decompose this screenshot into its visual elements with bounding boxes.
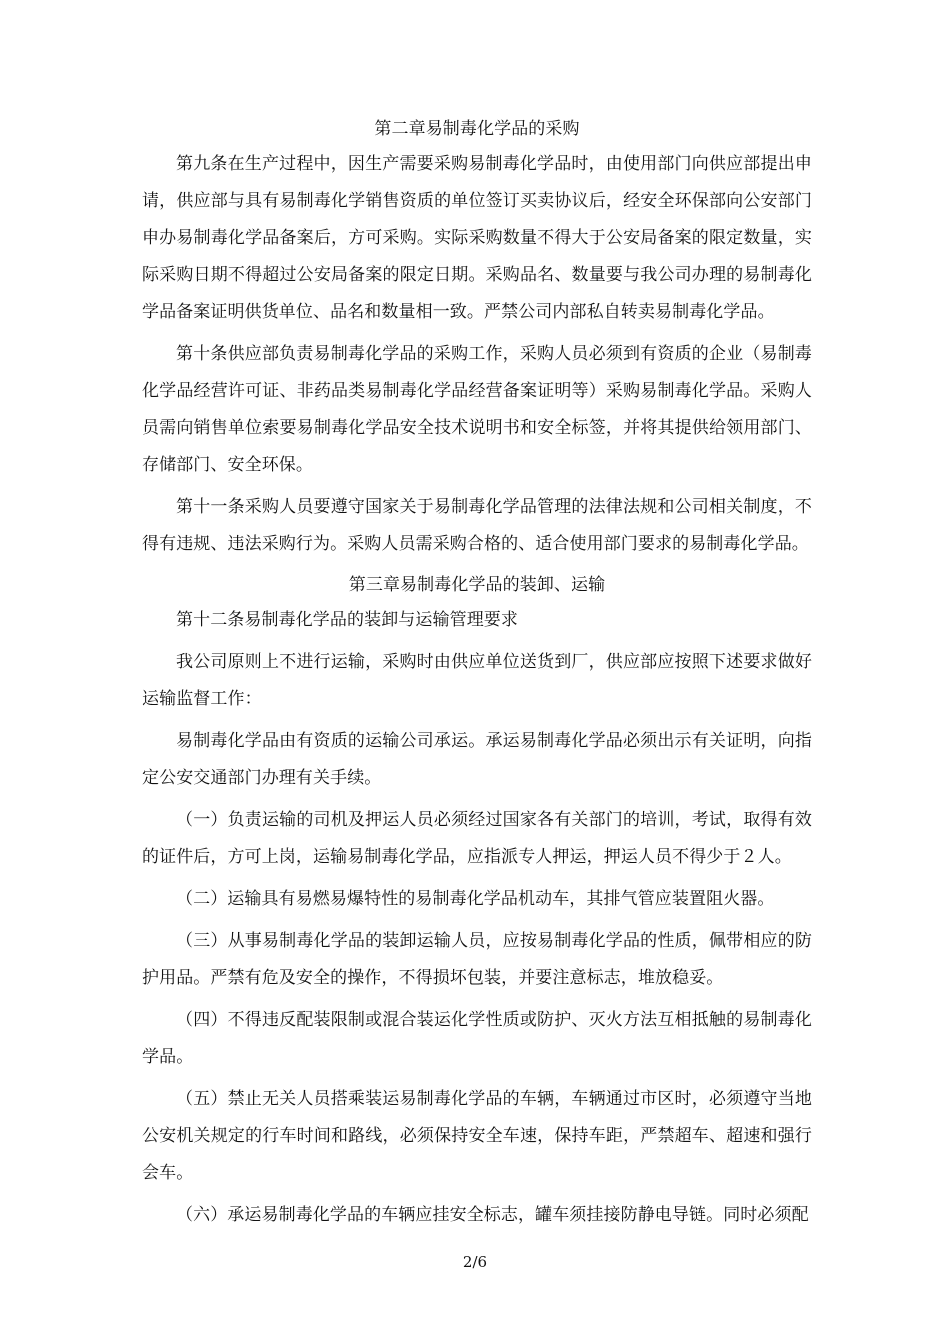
list-item-1: （一）负责运输的司机及押运人员必须经过国家各有关部门的培训，考试，取得有效的证件后，方可上岗，运输易制毒化学品，应指派专人押运，押运人员不得少于２人。 [142,810,812,867]
list-item-4: （四）不得违反配装限制或混合装运化学性质或防护、灭火方法互相抵触的易制毒化学品。 [142,1010,812,1067]
qualified-carrier-paragraph: 易制毒化学品由有资质的运输公司承运。承运易制毒化学品必须出示有关证明，向指定公安交通部门办理有关手续。 [142,731,812,788]
chapter-heading-2: 第二章易制毒化学品的采购 [374,119,580,139]
list-item-2: （二）运输具有易燃易爆特性的易制毒化学品机动车，其排气管应装置阻火器。 [176,889,775,909]
list-item-6: （六）承运易制毒化学品的车辆应挂安全标志，罐车须挂接防静电导链。同时必须配 [176,1205,809,1225]
article-11-paragraph: 第十一条采购人员要遵守国家关于易制毒化学品管理的法律法规和公司相关制度，不得有违规、违法采购行为。采购人员需采购合格的、适合使用部门要求的易制毒化学品。 [142,497,812,554]
article-10-paragraph: 第十条供应部负责易制毒化学品的采购工作，采购人员必须到有资质的企业（易制毒化学品经营许可证、非药品类易制毒化学品经营备案证明等）采购易制毒化学品。采购人员需向销售单位索要易制毒化学品安全技术说明书和安全标签，并将其提供给领用部门、存储部门、安全环保。 [142,344,812,475]
chapter-heading-3: 第三章易制毒化学品的装卸、运输 [348,575,606,595]
page-number: 2/6 [462,1253,488,1271]
article-12-title: 第十二条易制毒化学品的装卸与运输管理要求 [176,610,518,630]
list-item-3: （三）从事易制毒化学品的装卸运输人员，应按易制毒化学品的性质，佩带相应的防护用品。严禁有危及安全的操作，不得损坏包装，并要注意标志，堆放稳妥。 [142,931,812,988]
document-body [142,112,812,1239]
list-item-5: （五）禁止无关人员搭乘装运易制毒化学品的车辆，车辆通过市区时，必须遵守当地公安机关规定的行车时间和路线，必须保持安全车速，保持车距，严禁超车、超速和强行会车。 [142,1089,812,1183]
transport-principle-paragraph: 我公司原则上不进行运输，采购时由供应单位送货到厂，供应部应按照下述要求做好运输监督工作： [142,652,812,709]
article-9-paragraph: 第九条在生产过程中，因生产需要采购易制毒化学品时，由使用部门向供应部提出申请，供应部与具有易制毒化学销售资质的单位签订买卖协议后，经安全环保部向公安部门申办易制毒化学品备案后，方可采购。实际采购数量不得大于公安局备案的限定数量，实际采购日期不得超过公安局备案的限定日期。采购品名、数量要与我公司办理的易制毒化学品备案证明供货单位、品名和数量相一致。严禁公司内部私自转卖易制毒化学品。 [142,154,812,322]
